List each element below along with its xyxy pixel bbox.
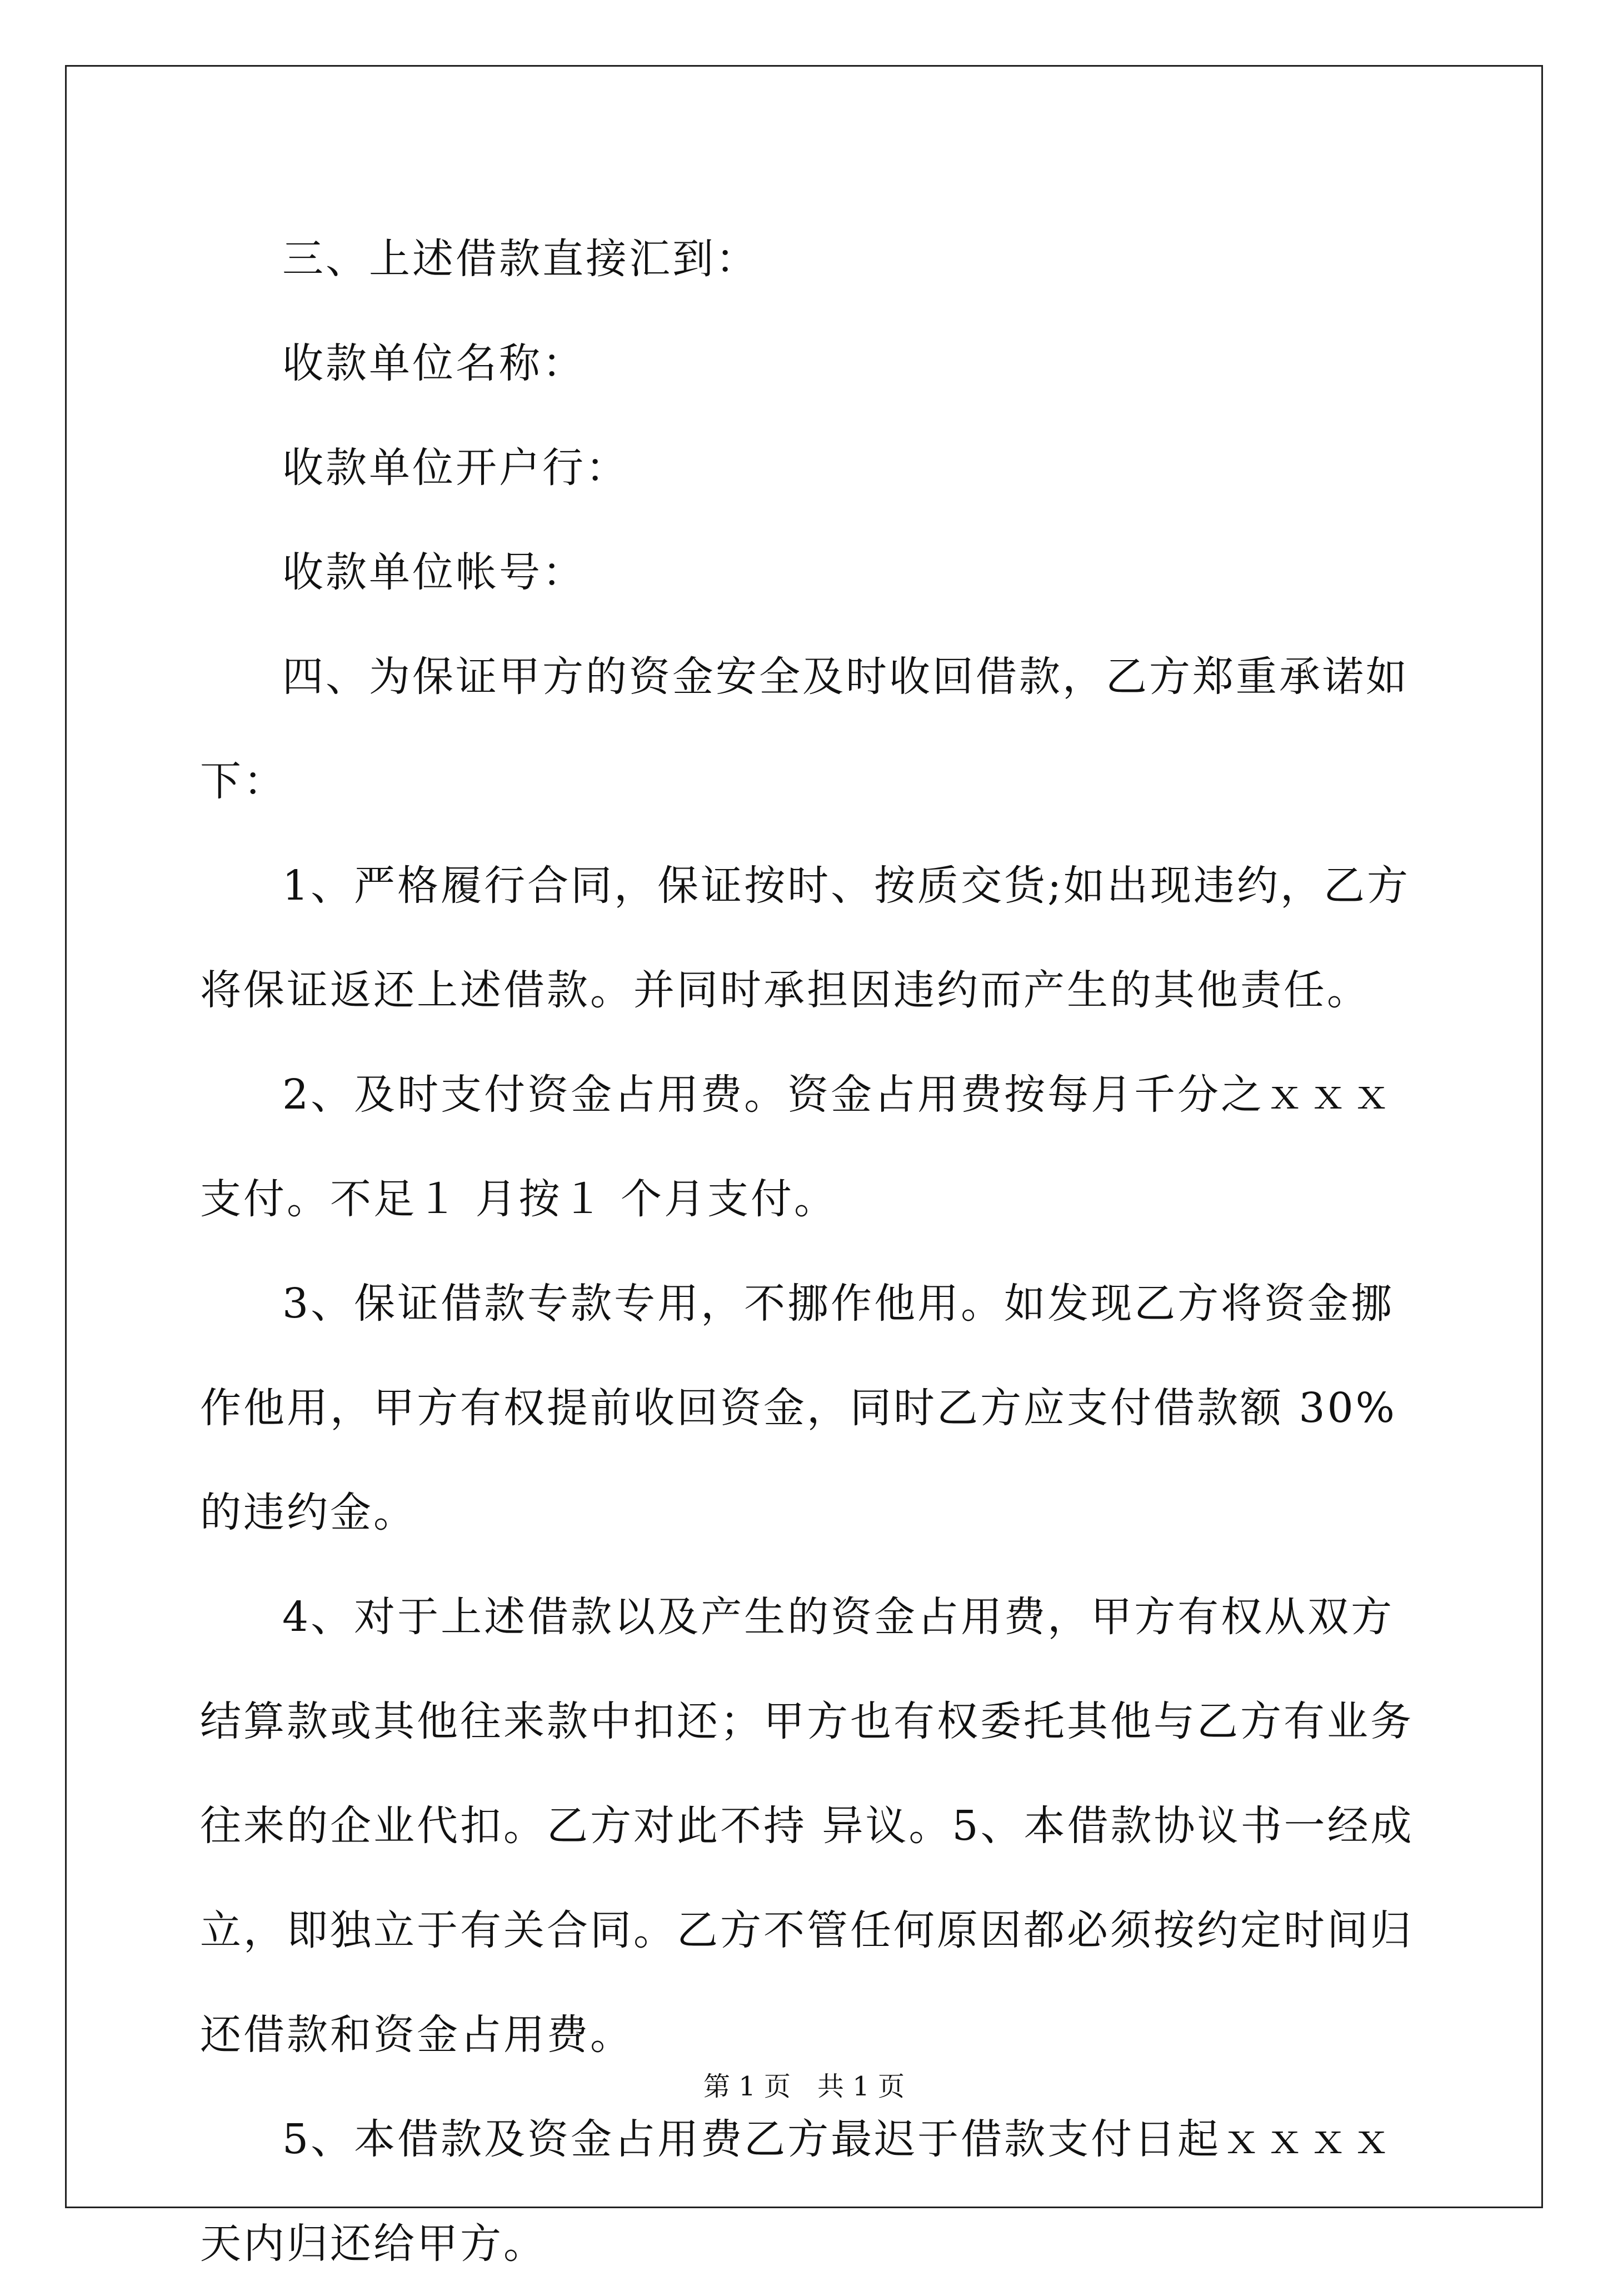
- document-body: [200, 207, 1422, 2296]
- paragraph-commitment-3: 3、保证借款专款专用，不挪作他用。如发现乙方将资金挪作他用，甲方有权提前收回资金，同时乙方应支付借款额 30%的违约金。: [200, 1280, 1397, 1536]
- paragraph-commitment-2: 2、及时支付资金占用费。资金占用费按每月千分之ｘｘｘ 支付。不足１ 月按１ 个月支付。: [200, 1071, 1410, 1223]
- paragraph-commitment-4: 4、对于上述借款以及产生的资金占用费，甲方有权从双方结算款或其他往来款中扣还；甲方也有权委托其他与乙方有业务往来的企业代扣。乙方对此不持 异议。5、本借款协议书一经成立，即独立于有关合同。乙方不管任何原因都必须按约定时间归还借款和资金占用费。: [200, 1593, 1414, 2059]
- paragraph-payee-account: 收款单位帐号：: [282, 548, 586, 596]
- page-footer: 第 1 页 共 1 页: [703, 2071, 905, 2102]
- paragraph-payee-name: 收款单位名称：: [282, 340, 586, 387]
- paragraph-commitment-5: 5、本借款及资金占用费乙方最迟于借款支付日起ｘｘｘｘ天内归还给甲方。: [200, 2115, 1395, 2268]
- paragraph-commitments-heading: 四、为保证甲方的资金安全及时收回借款，乙方郑重承诺如下：: [200, 653, 1409, 805]
- paragraph-remittance-heading: 三、上述借款直接汇到：: [282, 235, 759, 283]
- paragraph-commitment-1: 1、严格履行合同，保证按时、按质交货;如出现违约，乙方将保证返还上述借款。并同时承担因违约而产生的其他责任。: [200, 862, 1411, 1014]
- paragraph-payee-bank: 收款单位开户行：: [282, 444, 629, 492]
